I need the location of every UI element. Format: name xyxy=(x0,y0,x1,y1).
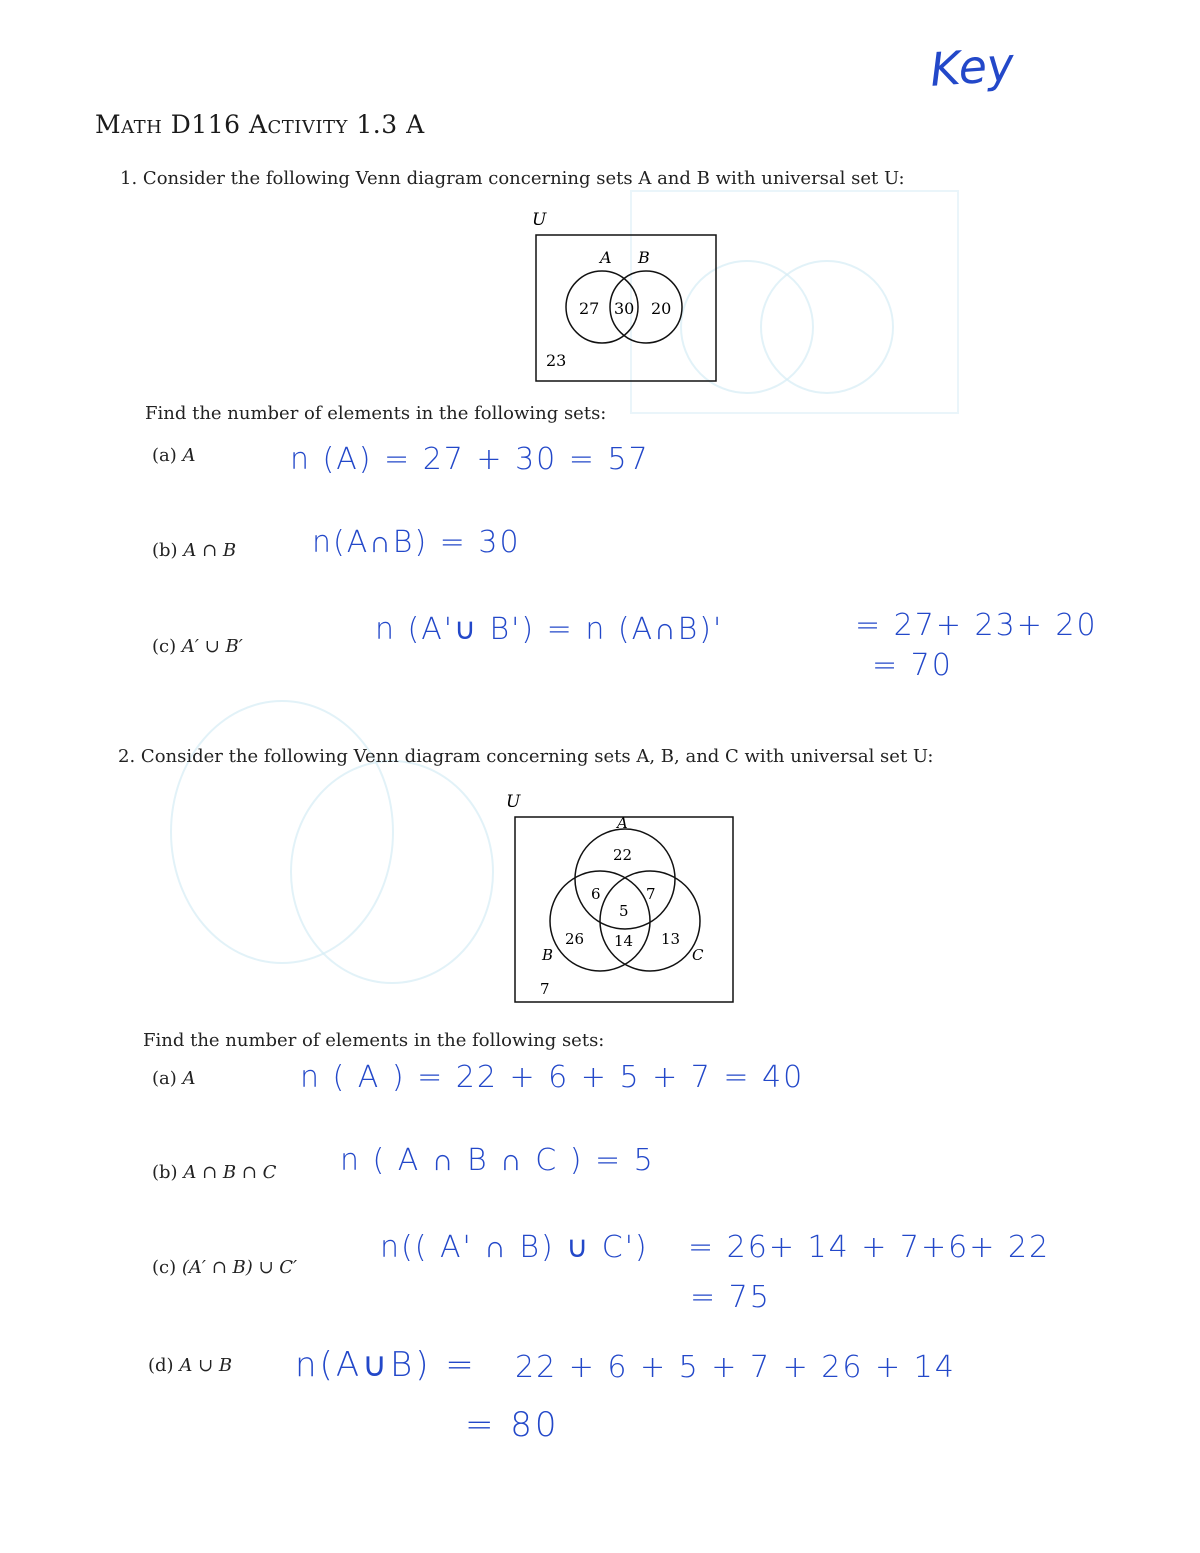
answer-2b: n ( A ∩ B ∩ C ) = 5 xyxy=(340,1143,655,1178)
set-c-label: C xyxy=(692,946,704,964)
answer-1a: n (A) = 27 + 30 = 57 xyxy=(290,442,650,477)
part-label: (a) A xyxy=(152,1068,196,1089)
problem-number: 1. xyxy=(120,168,138,189)
part-label: (b) A ∩ B xyxy=(152,540,237,561)
problem-text: Consider the following Venn diagram concerning sets A, B, and C with universal set U: xyxy=(140,746,934,767)
region-outside: 7 xyxy=(540,980,550,998)
answer-2a: n ( A ) = 22 + 6 + 5 + 7 = 40 xyxy=(300,1060,805,1095)
region-abc: 5 xyxy=(619,902,629,920)
venn-diagram-two-sets xyxy=(520,205,730,390)
answer-2d-line3: = 80 xyxy=(465,1405,560,1445)
universe-label: U xyxy=(506,792,521,812)
set-b-label: B xyxy=(638,248,650,267)
part-label: (c) (A′ ∩ B) ∪ C′ xyxy=(152,1257,298,1278)
universe-label: U xyxy=(532,210,547,230)
region-a-only: 22 xyxy=(613,846,633,864)
set-a-label: A xyxy=(617,814,628,832)
region-c-only: 13 xyxy=(661,930,681,948)
problem-2-statement xyxy=(118,746,934,767)
key-label: Key xyxy=(928,37,1016,97)
region-a-and-b: 30 xyxy=(614,299,635,318)
set-b-label: B xyxy=(542,946,554,964)
region-a-b: 6 xyxy=(591,885,601,903)
part-label: (c) A′ ∪ B′ xyxy=(152,636,243,657)
problem-1-statement xyxy=(120,168,905,189)
bleed-through-circle xyxy=(760,260,894,394)
part-label: (b) A ∩ B ∩ C xyxy=(152,1162,277,1183)
page-title: Math D116 Activity 1.3 A xyxy=(95,110,425,139)
part-label: (a) A xyxy=(152,445,196,466)
answer-2c-line2: = 26+ 14 + 7+6+ 22 xyxy=(688,1230,1051,1265)
answer-2d: n(A∪B) = xyxy=(295,1345,477,1385)
region-a-only: 27 xyxy=(579,299,600,318)
answer-1c: n (A'∪ B') = n (A∩B)' xyxy=(375,612,724,647)
answer-2d-line2: 22 + 6 + 5 + 7 + 26 + 14 xyxy=(515,1350,956,1385)
problem-1-instruction: Find the number of elements in the following sets: xyxy=(145,403,607,424)
set-a-label: A xyxy=(600,248,612,267)
venn-diagram-three-sets xyxy=(500,785,745,1010)
bleed-through-circle xyxy=(290,760,494,984)
answer-2c-line3: = 75 xyxy=(690,1280,771,1315)
region-b-only: 26 xyxy=(565,930,585,948)
region-b-c: 14 xyxy=(614,932,634,950)
answer-2c: n(( A' ∩ B) ∪ C') xyxy=(380,1230,649,1265)
region-a-c: 7 xyxy=(646,885,656,903)
problem-number: 2. xyxy=(118,746,136,767)
answer-1c-line3: = 70 xyxy=(872,648,953,683)
region-outside: 23 xyxy=(546,351,567,370)
problem-2-instruction: Find the number of elements in the following sets: xyxy=(143,1030,605,1051)
answer-1c-line2: = 27+ 23+ 20 xyxy=(855,608,1098,643)
part-label: (d) A ∪ B xyxy=(148,1355,233,1376)
region-b-only: 20 xyxy=(651,299,672,318)
problem-text: Consider the following Venn diagram concerning sets A and B with universal set U: xyxy=(142,168,905,189)
answer-1b: n(A∩B) = 30 xyxy=(312,525,521,560)
